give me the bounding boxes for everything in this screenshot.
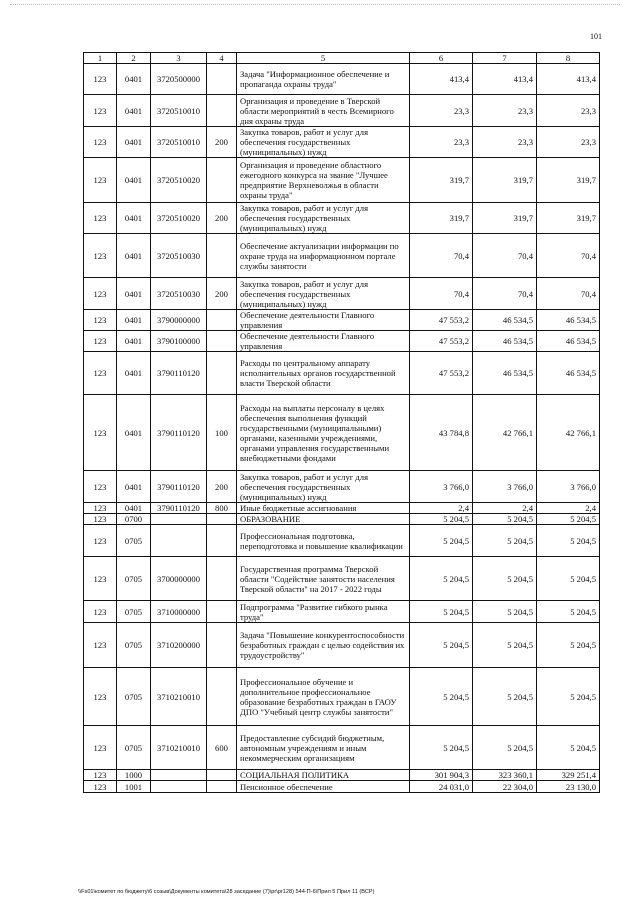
cell-target-code: 3790000000 xyxy=(151,310,207,331)
cell-section-code: 0705 xyxy=(117,557,151,601)
cell-name: Государственная программа Тверской области "Содействие занятости населения Тверской области" на 2017 - 2022 годы xyxy=(237,557,410,601)
cell-amount-col6: 5 204,5 xyxy=(410,726,473,770)
cell-expense-type xyxy=(207,557,237,601)
cell-expense-type xyxy=(207,331,237,352)
cell-amount-col6: 24 031,0 xyxy=(410,781,473,793)
cell-expense-type: 800 xyxy=(207,503,237,514)
cell-target-code: 3720510010 xyxy=(151,95,207,127)
table-row xyxy=(84,331,600,352)
table-row xyxy=(84,668,600,726)
cell-amount-col8: 23,3 xyxy=(537,95,600,127)
cell-amount-col7: 3 766,0 xyxy=(473,471,537,503)
cell-amount-col8: 70,4 xyxy=(537,234,600,278)
cell-target-code: 3710000000 xyxy=(151,601,207,623)
cell-name: Обеспечение деятельности Главного управления xyxy=(237,331,410,352)
cell-amount-col8: 46 534,5 xyxy=(537,352,600,395)
cell-target-code: 3720510030 xyxy=(151,234,207,278)
cell-target-code: 3700000000 xyxy=(151,557,207,601)
cell-name: Пенсионное обеспечение xyxy=(237,781,410,793)
cell-section-code: 1000 xyxy=(117,770,151,781)
cell-amount-col7: 5 204,5 xyxy=(473,726,537,770)
cell-expense-type xyxy=(207,668,237,726)
cell-expense-type xyxy=(207,623,237,668)
cell-section-code: 0705 xyxy=(117,668,151,726)
cell-target-code xyxy=(151,514,207,525)
table-row xyxy=(84,64,600,95)
cell-expense-type xyxy=(207,514,237,525)
cell-amount-col8: 319,7 xyxy=(537,203,600,234)
cell-target-code: 3790110120 xyxy=(151,503,207,514)
table-row xyxy=(84,623,600,668)
cell-expense-type xyxy=(207,781,237,793)
column-header: 1 xyxy=(84,53,117,64)
table-row xyxy=(84,770,600,781)
table-row xyxy=(84,395,600,471)
cell-target-code: 3710210010 xyxy=(151,668,207,726)
cell-expense-type xyxy=(207,601,237,623)
cell-amount-col6: 5 204,5 xyxy=(410,623,473,668)
cell-name: Профессиональная подготовка, переподготовка и повышение квалификации xyxy=(237,525,410,557)
cell-amount-col6: 5 204,5 xyxy=(410,668,473,726)
cell-admin-code: 123 xyxy=(84,352,117,395)
cell-section-code: 0401 xyxy=(117,203,151,234)
cell-admin-code: 123 xyxy=(84,64,117,95)
table-row xyxy=(84,781,600,793)
cell-section-code: 0401 xyxy=(117,127,151,158)
cell-section-code: 0705 xyxy=(117,601,151,623)
cell-section-code: 0705 xyxy=(117,525,151,557)
cell-name: ОБРАЗОВАНИЕ xyxy=(237,514,410,525)
cell-section-code: 0401 xyxy=(117,278,151,310)
cell-section-code: 0401 xyxy=(117,331,151,352)
table-row xyxy=(84,601,600,623)
cell-amount-col8: 23,3 xyxy=(537,127,600,158)
cell-name: Организация и проведение областного ежегодного конкурса на звание "Лучшее предприятие Верхневолжья в области охраны труда" xyxy=(237,158,410,203)
cell-target-code: 3790100000 xyxy=(151,331,207,352)
cell-name: Организация и проведение в Тверской области мероприятий в честь Всемирного дня охраны труда xyxy=(237,95,410,127)
cell-expense-type xyxy=(207,770,237,781)
cell-admin-code: 123 xyxy=(84,557,117,601)
cell-amount-col6: 5 204,5 xyxy=(410,525,473,557)
cell-admin-code: 123 xyxy=(84,770,117,781)
table-row xyxy=(84,278,600,310)
cell-target-code: 3720510020 xyxy=(151,158,207,203)
table-row xyxy=(84,471,600,503)
cell-amount-col8: 329 251,4 xyxy=(537,770,600,781)
cell-amount-col7: 413,4 xyxy=(473,64,537,95)
cell-amount-col7: 22 304,0 xyxy=(473,781,537,793)
cell-amount-col7: 5 204,5 xyxy=(473,668,537,726)
cell-amount-col6: 47 553,2 xyxy=(410,331,473,352)
cell-section-code: 0700 xyxy=(117,514,151,525)
cell-admin-code: 123 xyxy=(84,158,117,203)
cell-expense-type: 200 xyxy=(207,471,237,503)
cell-amount-col7: 319,7 xyxy=(473,203,537,234)
cell-amount-col7: 5 204,5 xyxy=(473,557,537,601)
cell-target-code: 3720510010 xyxy=(151,127,207,158)
cell-section-code: 0401 xyxy=(117,471,151,503)
column-header: 2 xyxy=(117,53,151,64)
page-number: 101 xyxy=(590,32,602,41)
cell-amount-col7: 323 360,1 xyxy=(473,770,537,781)
table-row xyxy=(84,514,600,525)
cell-amount-col6: 23,3 xyxy=(410,95,473,127)
cell-amount-col6: 301 904,3 xyxy=(410,770,473,781)
column-header: 4 xyxy=(207,53,237,64)
cell-amount-col8: 46 534,5 xyxy=(537,310,600,331)
cell-name: Расходы по центральному аппарату исполнительных органов государственной власти Тверской области xyxy=(237,352,410,395)
cell-amount-col7: 46 534,5 xyxy=(473,352,537,395)
cell-admin-code: 123 xyxy=(84,234,117,278)
cell-amount-col7: 5 204,5 xyxy=(473,623,537,668)
column-header: 8 xyxy=(537,53,600,64)
cell-amount-col6: 413,4 xyxy=(410,64,473,95)
column-header: 6 xyxy=(410,53,473,64)
cell-amount-col8: 5 204,5 xyxy=(537,623,600,668)
cell-amount-col6: 43 784,8 xyxy=(410,395,473,471)
cell-amount-col8: 5 204,5 xyxy=(537,668,600,726)
table-row xyxy=(84,203,600,234)
column-header: 3 xyxy=(151,53,207,64)
cell-expense-type: 200 xyxy=(207,278,237,310)
cell-amount-col7: 5 204,5 xyxy=(473,514,537,525)
cell-amount-col8: 413,4 xyxy=(537,64,600,95)
cell-name: Закупка товаров, работ и услуг для обеспечения государственных (муниципальных) нужд xyxy=(237,203,410,234)
cell-expense-type xyxy=(207,234,237,278)
budget-table xyxy=(83,52,600,793)
cell-amount-col7: 2,4 xyxy=(473,503,537,514)
cell-admin-code: 123 xyxy=(84,331,117,352)
cell-amount-col8: 3 766,0 xyxy=(537,471,600,503)
cell-target-code xyxy=(151,525,207,557)
cell-amount-col8: 46 534,5 xyxy=(537,331,600,352)
cell-expense-type: 100 xyxy=(207,395,237,471)
cell-amount-col8: 5 204,5 xyxy=(537,601,600,623)
cell-name: Расходы на выплаты персоналу в целях обеспечения выполнения функций государственными (муниципальными) органами, казенными учреждениями, органами управления государственными внебюджетными фондами xyxy=(237,395,410,471)
table-row xyxy=(84,352,600,395)
cell-name: Закупка товаров, работ и услуг для обеспечения государственных (муниципальных) нужд xyxy=(237,471,410,503)
cell-amount-col8: 5 204,5 xyxy=(537,525,600,557)
cell-name: Задача "Информационное обеспечение и пропаганда охраны труда" xyxy=(237,64,410,95)
cell-expense-type xyxy=(207,525,237,557)
cell-target-code: 3720510030 xyxy=(151,278,207,310)
cell-name: Подпрограмма "Развитие гибкого рынка труда" xyxy=(237,601,410,623)
cell-expense-type: 200 xyxy=(207,127,237,158)
column-header: 5 xyxy=(237,53,410,64)
cell-section-code: 0401 xyxy=(117,64,151,95)
cell-amount-col6: 47 553,2 xyxy=(410,352,473,395)
cell-name: СОЦИАЛЬНАЯ ПОЛИТИКА xyxy=(237,770,410,781)
cell-name: Обеспечение актуализации информации по охране труда на информационном портале службы занятости xyxy=(237,234,410,278)
cell-amount-col6: 319,7 xyxy=(410,203,473,234)
cell-section-code: 1001 xyxy=(117,781,151,793)
table-row xyxy=(84,127,600,158)
cell-amount-col7: 23,3 xyxy=(473,95,537,127)
cell-amount-col8: 42 766,1 xyxy=(537,395,600,471)
table-row xyxy=(84,310,600,331)
cell-admin-code: 123 xyxy=(84,726,117,770)
cell-amount-col8: 5 204,5 xyxy=(537,557,600,601)
cell-expense-type: 200 xyxy=(207,203,237,234)
cell-admin-code: 123 xyxy=(84,127,117,158)
cell-amount-col6: 5 204,5 xyxy=(410,557,473,601)
table-body xyxy=(84,64,600,793)
cell-amount-col7: 46 534,5 xyxy=(473,331,537,352)
cell-name: Иные бюджетные ассигнования xyxy=(237,503,410,514)
cell-section-code: 0401 xyxy=(117,395,151,471)
cell-admin-code: 123 xyxy=(84,471,117,503)
cell-expense-type xyxy=(207,158,237,203)
cell-expense-type xyxy=(207,352,237,395)
cell-expense-type: 600 xyxy=(207,726,237,770)
cell-section-code: 0401 xyxy=(117,234,151,278)
cell-target-code: 3720500000 xyxy=(151,64,207,95)
cell-amount-col6: 2,4 xyxy=(410,503,473,514)
cell-section-code: 0401 xyxy=(117,352,151,395)
cell-amount-col7: 5 204,5 xyxy=(473,601,537,623)
cell-admin-code: 123 xyxy=(84,95,117,127)
cell-amount-col6: 47 553,2 xyxy=(410,310,473,331)
column-header: 7 xyxy=(473,53,537,64)
cell-amount-col7: 5 204,5 xyxy=(473,525,537,557)
cell-amount-col6: 70,4 xyxy=(410,278,473,310)
cell-section-code: 0401 xyxy=(117,158,151,203)
cell-expense-type xyxy=(207,310,237,331)
cell-name: Закупка товаров, работ и услуг для обеспечения государственных (муниципальных) нужд xyxy=(237,278,410,310)
cell-admin-code: 123 xyxy=(84,781,117,793)
cell-amount-col7: 23,3 xyxy=(473,127,537,158)
cell-section-code: 0401 xyxy=(117,310,151,331)
cell-amount-col7: 319,7 xyxy=(473,158,537,203)
cell-name: Задача "Повышение конкурентоспособности безработных граждан с целью содействия их трудоустройству" xyxy=(237,623,410,668)
cell-amount-col8: 5 204,5 xyxy=(537,514,600,525)
cell-target-code: 3710200000 xyxy=(151,623,207,668)
cell-amount-col6: 5 204,5 xyxy=(410,601,473,623)
cell-amount-col6: 3 766,0 xyxy=(410,471,473,503)
cell-admin-code: 123 xyxy=(84,601,117,623)
cell-amount-col8: 2,4 xyxy=(537,503,600,514)
cell-section-code: 0401 xyxy=(117,503,151,514)
cell-amount-col7: 70,4 xyxy=(473,234,537,278)
cell-name: Обеспечение деятельности Главного управления xyxy=(237,310,410,331)
table-row xyxy=(84,726,600,770)
cell-name: Предоставление субсидий бюджетным, автономным учреждениям и иным некоммерческим организациям xyxy=(237,726,410,770)
cell-admin-code: 123 xyxy=(84,623,117,668)
scan-top-border xyxy=(10,4,620,5)
cell-target-code: 3710210010 xyxy=(151,726,207,770)
table-row xyxy=(84,234,600,278)
cell-admin-code: 123 xyxy=(84,514,117,525)
cell-target-code: 3790110120 xyxy=(151,471,207,503)
cell-admin-code: 123 xyxy=(84,525,117,557)
cell-amount-col7: 70,4 xyxy=(473,278,537,310)
table-row xyxy=(84,158,600,203)
column-number-row xyxy=(84,53,600,64)
cell-admin-code: 123 xyxy=(84,278,117,310)
cell-name: Профессиональное обучение и дополнительное профессиональное образование безработных граждан в ГАОУ ДПО "Учебный центр службы занятости" xyxy=(237,668,410,726)
cell-amount-col7: 46 534,5 xyxy=(473,310,537,331)
cell-amount-col8: 319,7 xyxy=(537,158,600,203)
table-row xyxy=(84,525,600,557)
cell-target-code xyxy=(151,770,207,781)
cell-admin-code: 123 xyxy=(84,310,117,331)
table-row xyxy=(84,95,600,127)
cell-section-code: 0705 xyxy=(117,623,151,668)
cell-admin-code: 123 xyxy=(84,203,117,234)
cell-amount-col8: 70,4 xyxy=(537,278,600,310)
cell-section-code: 0705 xyxy=(117,726,151,770)
cell-target-code: 3720510020 xyxy=(151,203,207,234)
cell-amount-col7: 42 766,1 xyxy=(473,395,537,471)
cell-target-code: 3790110120 xyxy=(151,395,207,471)
cell-expense-type xyxy=(207,64,237,95)
cell-admin-code: 123 xyxy=(84,503,117,514)
cell-amount-col8: 5 204,5 xyxy=(537,726,600,770)
cell-amount-col8: 23 130,0 xyxy=(537,781,600,793)
cell-admin-code: 123 xyxy=(84,395,117,471)
file-path-footer: \\Fs01\комитет по бюджету\6 созыв\Документы комитета\28 заседание (7)\pr\pr128) 544-П-6\Прил 5 Прил 11 (ВСР) xyxy=(78,889,375,895)
cell-target-code: 3790110120 xyxy=(151,352,207,395)
cell-expense-type xyxy=(207,95,237,127)
table-row xyxy=(84,557,600,601)
cell-amount-col6: 319,7 xyxy=(410,158,473,203)
cell-section-code: 0401 xyxy=(117,95,151,127)
cell-name: Закупка товаров, работ и услуг для обеспечения государственных (муниципальных) нужд xyxy=(237,127,410,158)
cell-amount-col6: 70,4 xyxy=(410,234,473,278)
table-row xyxy=(84,503,600,514)
cell-amount-col6: 5 204,5 xyxy=(410,514,473,525)
cell-amount-col6: 23,3 xyxy=(410,127,473,158)
cell-admin-code: 123 xyxy=(84,668,117,726)
cell-target-code xyxy=(151,781,207,793)
